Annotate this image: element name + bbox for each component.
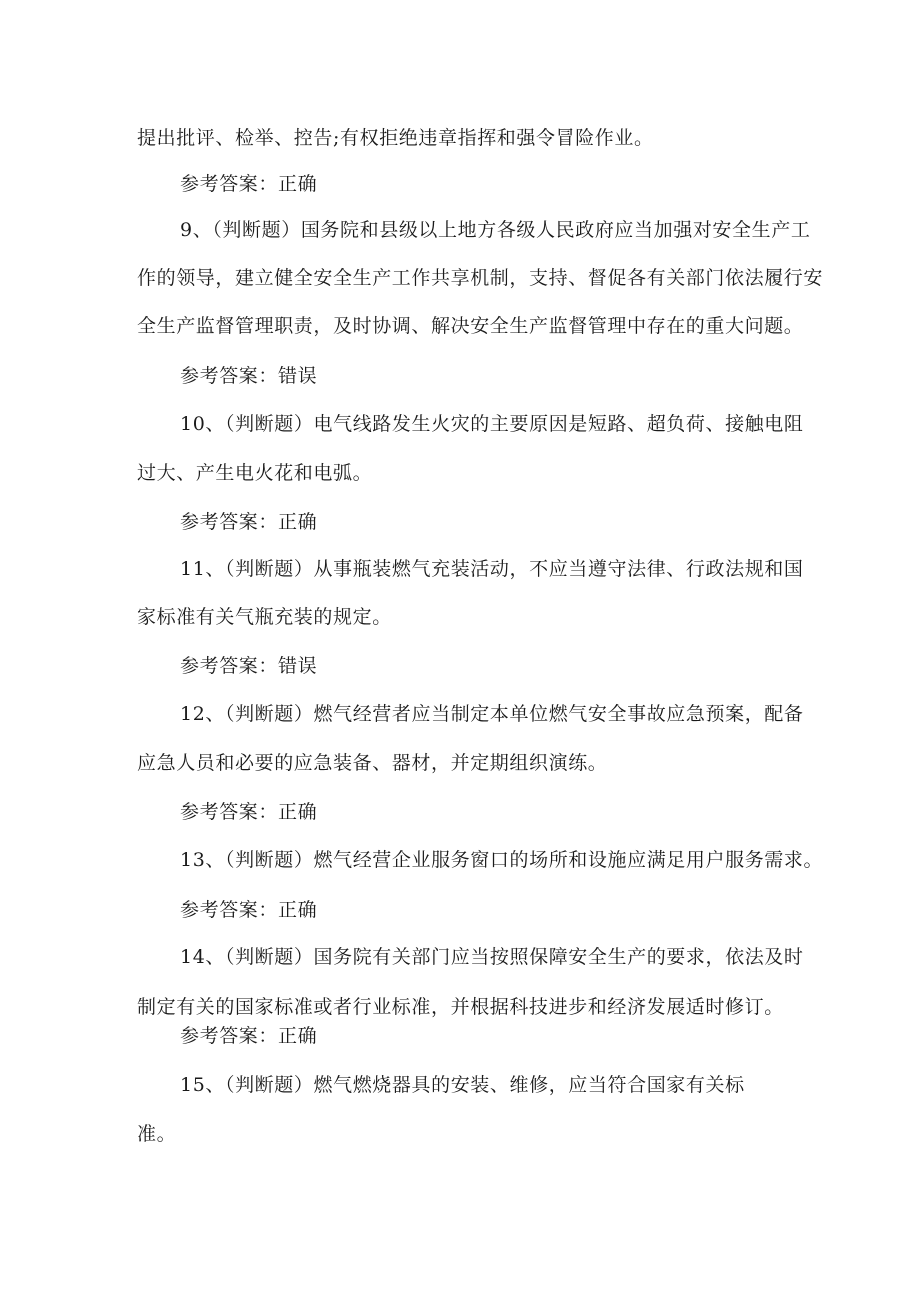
question-type: （判断题）	[224, 1074, 314, 1096]
question-text: 燃气经营企业服务窗口的场所和设施应满足用户服务需求。	[313, 849, 824, 871]
question-type: （判断题）	[224, 849, 314, 871]
question-number: 13、	[180, 849, 225, 871]
question-text: 燃气经营者应当制定本单位燃气安全事故应急预案，配备	[313, 703, 804, 725]
question-text: 燃气燃烧器具的安装、维修，应当符合国家有关标	[313, 1074, 745, 1096]
question-9-line-2: 作的领导，建立健全安全生产工作共享机制，支持、督促各有关部门依法履行安	[137, 267, 824, 289]
question-9-line-1	[180, 218, 810, 242]
question-number: 10、	[180, 413, 225, 435]
question-15-line-2: 准。	[137, 1123, 177, 1145]
answer-line-11	[180, 654, 317, 678]
answer-label: 参考答案：	[180, 655, 279, 677]
question-10-line-2: 过大、产生电火花和电弧。	[137, 462, 373, 484]
answer-label: 参考答案：	[180, 173, 279, 195]
answer-label: 参考答案：	[180, 801, 279, 823]
answer-label: 参考答案：	[180, 511, 279, 533]
answer-line-12	[180, 800, 317, 824]
question-type: （判断题）	[224, 413, 314, 435]
question-type: （判断题）	[212, 219, 301, 241]
answer-value: 错误	[278, 365, 318, 387]
question-text: 国务院有关部门应当按照保障安全生产的要求，依法及时	[313, 946, 804, 968]
question-number: 12、	[180, 703, 225, 725]
answer-label: 参考答案：	[180, 365, 279, 387]
question-15-line-1	[180, 1073, 745, 1097]
question-12-line-1	[180, 702, 804, 726]
answer-value: 正确	[278, 899, 318, 921]
question-number: 15、	[180, 1074, 225, 1096]
answer-line-10	[180, 510, 317, 534]
answer-line-8	[180, 172, 317, 196]
answer-value: 正确	[278, 173, 318, 195]
answer-line-9	[180, 364, 317, 388]
question-type: （判断题）	[224, 558, 314, 580]
question-11-line-1	[180, 557, 804, 581]
answer-value: 正确	[278, 801, 318, 823]
question-number: 14、	[180, 946, 225, 968]
question-number: 9、	[180, 219, 213, 241]
question-11-line-2: 家标准有关气瓶充装的规定。	[137, 606, 392, 628]
question-text: 国务院和县级以上地方各级人民政府应当加强对安全生产工	[300, 219, 811, 241]
answer-value: 正确	[278, 1025, 318, 1047]
question-type: （判断题）	[224, 703, 314, 725]
question-text: 从事瓶装燃气充装活动，不应当遵守法律、行政法规和国	[313, 558, 804, 580]
question-9-line-3: 全生产监督管理职责，及时协调、解决安全生产监督管理中存在的重大问题。	[137, 315, 804, 337]
question-14-line-1	[180, 945, 804, 969]
answer-label: 参考答案：	[180, 899, 279, 921]
intro-tail-text: 提出批评、检举、控告;有权拒绝违章指挥和强令冒险作业。	[137, 127, 654, 149]
question-10-line-1	[180, 412, 804, 436]
answer-value: 错误	[278, 655, 318, 677]
answer-value: 正确	[278, 511, 318, 533]
answer-line-14	[180, 1024, 317, 1048]
answer-line-13	[180, 898, 317, 922]
question-text: 电气线路发生火灾的主要原因是短路、超负荷、接触电阻	[313, 413, 804, 435]
question-number: 11、	[180, 558, 225, 580]
question-14-line-2: 制定有关的国家标准或者行业标准，并根据科技进步和经济发展适时修订。	[137, 996, 784, 1018]
question-type: （判断题）	[224, 946, 314, 968]
answer-label: 参考答案：	[180, 1025, 279, 1047]
question-13-line-1	[180, 848, 823, 872]
question-12-line-2: 应急人员和必要的应急装备、器材，并定期组织演练。	[137, 752, 608, 774]
